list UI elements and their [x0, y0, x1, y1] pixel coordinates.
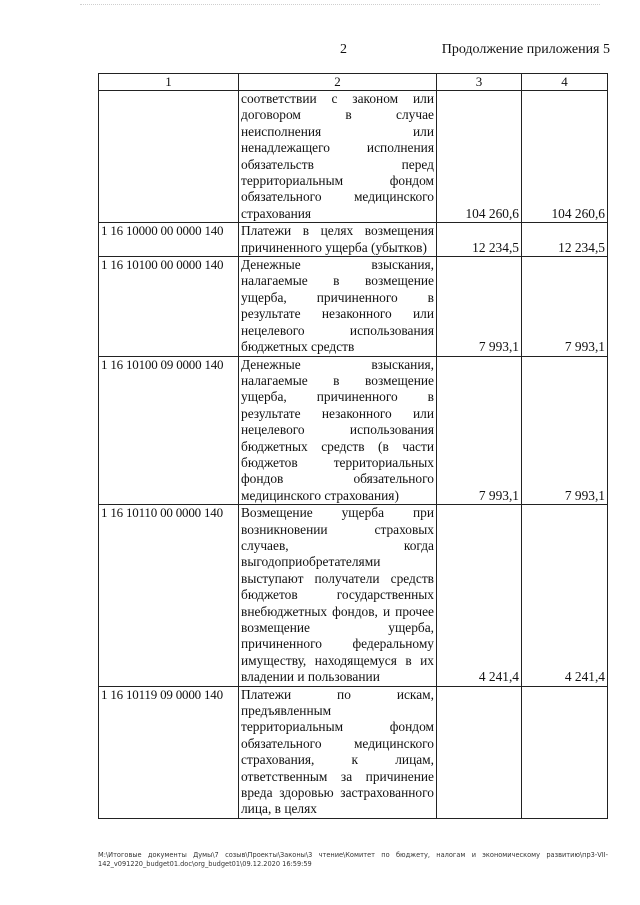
- income-description: Платежи в целях возмещения причиненного ущерба (убытков): [239, 223, 437, 257]
- budget-code: [99, 91, 239, 223]
- table-row: [99, 91, 608, 223]
- page-number: 2: [340, 42, 347, 57]
- scan-artifact-line: [80, 4, 600, 7]
- column-number-row: [99, 74, 608, 91]
- continuation-heading: Продолжение приложения 5: [441, 42, 610, 57]
- column-header: 1: [99, 74, 239, 91]
- budget-code: 1 16 10110 00 0000 140: [99, 505, 239, 686]
- table-row: [99, 223, 608, 257]
- amount-col3: 12 234,5: [437, 223, 522, 257]
- amount-col3: 7 993,1: [437, 356, 522, 505]
- table-row: [99, 257, 608, 356]
- table-row: [99, 356, 608, 505]
- amount-col4: 104 260,6: [522, 91, 608, 223]
- amount-col3: 7 993,1: [437, 257, 522, 356]
- income-description: Денежные взыскания, налагаемые в возмещение ущерба, причиненного в результате незаконного или нецелевого использования бюджетных средств (в части бюджетов территориальных фондов обязательного медицинского страхования): [239, 356, 437, 505]
- column-header: 3: [437, 74, 522, 91]
- income-description: Возмещение ущерба при возникновении страховых случаев, когда выгодоприобретателями выступают получатели средств бюджетов государственных внебюджетных фондов, и прочее возмещение ущерба, причиненного федеральному имуществу, находящемуся в их владении и пользовании: [239, 505, 437, 686]
- table-row: [99, 686, 608, 818]
- amount-col3: 104 260,6: [437, 91, 522, 223]
- amount-col4: [522, 686, 608, 818]
- amount-col3: [437, 686, 522, 818]
- file-path-footer: M:\Итоговые документы Думы\7 созыв\Проекты\Законы\3 чтение\Комитет по бюджету, налогам и экономическому развитию\пр3-VII-142_v091220_budget01.doc\org_budget01\09.12.2020 16:59:59: [98, 851, 608, 868]
- column-header: 4: [522, 74, 608, 91]
- budget-code: 1 16 10119 09 0000 140: [99, 686, 239, 818]
- appendix-table: [98, 73, 608, 819]
- income-description: Денежные взыскания, налагаемые в возмещение ущерба, причиненного в результате незаконного или нецелевого использования бюджетных средств: [239, 257, 437, 356]
- amount-col4: 4 241,4: [522, 505, 608, 686]
- column-header: 2: [239, 74, 437, 91]
- budget-code: 1 16 10000 00 0000 140: [99, 223, 239, 257]
- income-description: соответствии с законом или договором в случае неисполнения или ненадлежащего исполнения обязательств перед территориальным фондом обязательного медицинского страхования: [239, 91, 437, 223]
- amount-col4: 7 993,1: [522, 257, 608, 356]
- income-description: Платежи по искам, предъявленным территориальным фондом обязательного медицинского страхования, к лицам, ответственным за причинение вреда здоровью застрахованного лица, в целях: [239, 686, 437, 818]
- budget-code: 1 16 10100 09 0000 140: [99, 356, 239, 505]
- amount-col4: 12 234,5: [522, 223, 608, 257]
- budget-code: 1 16 10100 00 0000 140: [99, 257, 239, 356]
- amount-col3: 4 241,4: [437, 505, 522, 686]
- amount-col4: 7 993,1: [522, 356, 608, 505]
- table-row: [99, 505, 608, 686]
